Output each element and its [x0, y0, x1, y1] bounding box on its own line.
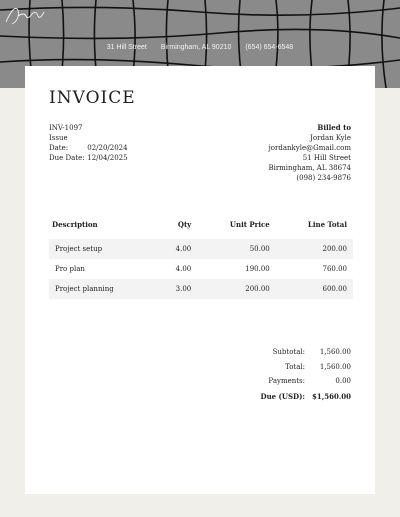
table-row: [49, 239, 353, 259]
client-street: 51 Hill Street: [302, 154, 351, 162]
item-unit-price: 50.00: [197, 239, 275, 259]
client-phone: (098) 234-9876: [296, 174, 351, 182]
item-qty: 3.00: [153, 279, 197, 299]
due-date-label: Due Date:: [49, 154, 85, 162]
signature-logo: [0, 0, 48, 28]
client-email[interactable]: jordankyle@Gmail.com: [268, 144, 351, 152]
item-unit-price: 190.00: [245, 265, 270, 273]
item-line-total: 760.00: [322, 265, 347, 273]
invoice-title: INVOICE: [49, 88, 136, 108]
col-description: Description: [52, 220, 98, 229]
total-row: [225, 363, 351, 378]
header-city: Birmingham, AL 90210: [160, 44, 232, 51]
client-city: Birmingham, AL 38674: [268, 164, 351, 172]
item-qty: 4.00: [175, 265, 192, 273]
payments-label: Payments:: [268, 377, 305, 385]
total-value: 1,560.00: [319, 362, 351, 371]
item-description: Pro plan: [55, 265, 85, 273]
col-unit-price: Unit Price: [229, 220, 270, 229]
item-unit-price: 200.00: [197, 279, 275, 299]
item-qty: 4.00: [153, 239, 197, 259]
issue-date-row: [49, 133, 128, 153]
invoice-number: INV-1097: [49, 124, 83, 132]
payments-row: [225, 377, 351, 392]
header-address: 31 Hill Street: [106, 44, 147, 51]
billed-to: [268, 123, 351, 183]
item-description: Project setup: [49, 239, 153, 259]
subtotal-value: 1,560.00: [319, 348, 351, 356]
subtotal-label: Subtotal:: [272, 348, 305, 356]
header-contact: [0, 44, 400, 51]
invoice-meta: [49, 123, 128, 163]
item-description: Project planning: [49, 279, 153, 299]
table-header-row: [49, 220, 353, 239]
header-phone: (654) 654-6548: [245, 44, 294, 51]
col-line-total: Line Total: [307, 220, 347, 229]
item-line-total: 600.00: [276, 279, 353, 299]
table-row: [49, 259, 353, 279]
table-row: [49, 279, 353, 299]
amount-due-value: $1,560.00: [312, 391, 351, 401]
billed-to-heading: Billed to: [317, 123, 351, 132]
item-line-total: 200.00: [276, 239, 353, 259]
due-date-row: [49, 153, 128, 163]
client-name: Jordan Kyle: [310, 134, 351, 142]
issue-date-label: Issue Date:: [49, 134, 69, 152]
issue-date: 02/20/2024: [87, 144, 128, 152]
due-date: 12/04/2025: [87, 154, 128, 162]
amount-due-row: [225, 392, 351, 407]
col-qty: Qty: [177, 220, 192, 229]
invoice-sheet: [25, 66, 375, 494]
payments-value: 0.00: [335, 377, 351, 385]
total-label: Total:: [285, 362, 305, 371]
totals-block: [225, 348, 351, 406]
line-items-table: [49, 220, 353, 299]
subtotal-row: [225, 348, 351, 363]
amount-due-label: Due (USD):: [260, 391, 305, 401]
